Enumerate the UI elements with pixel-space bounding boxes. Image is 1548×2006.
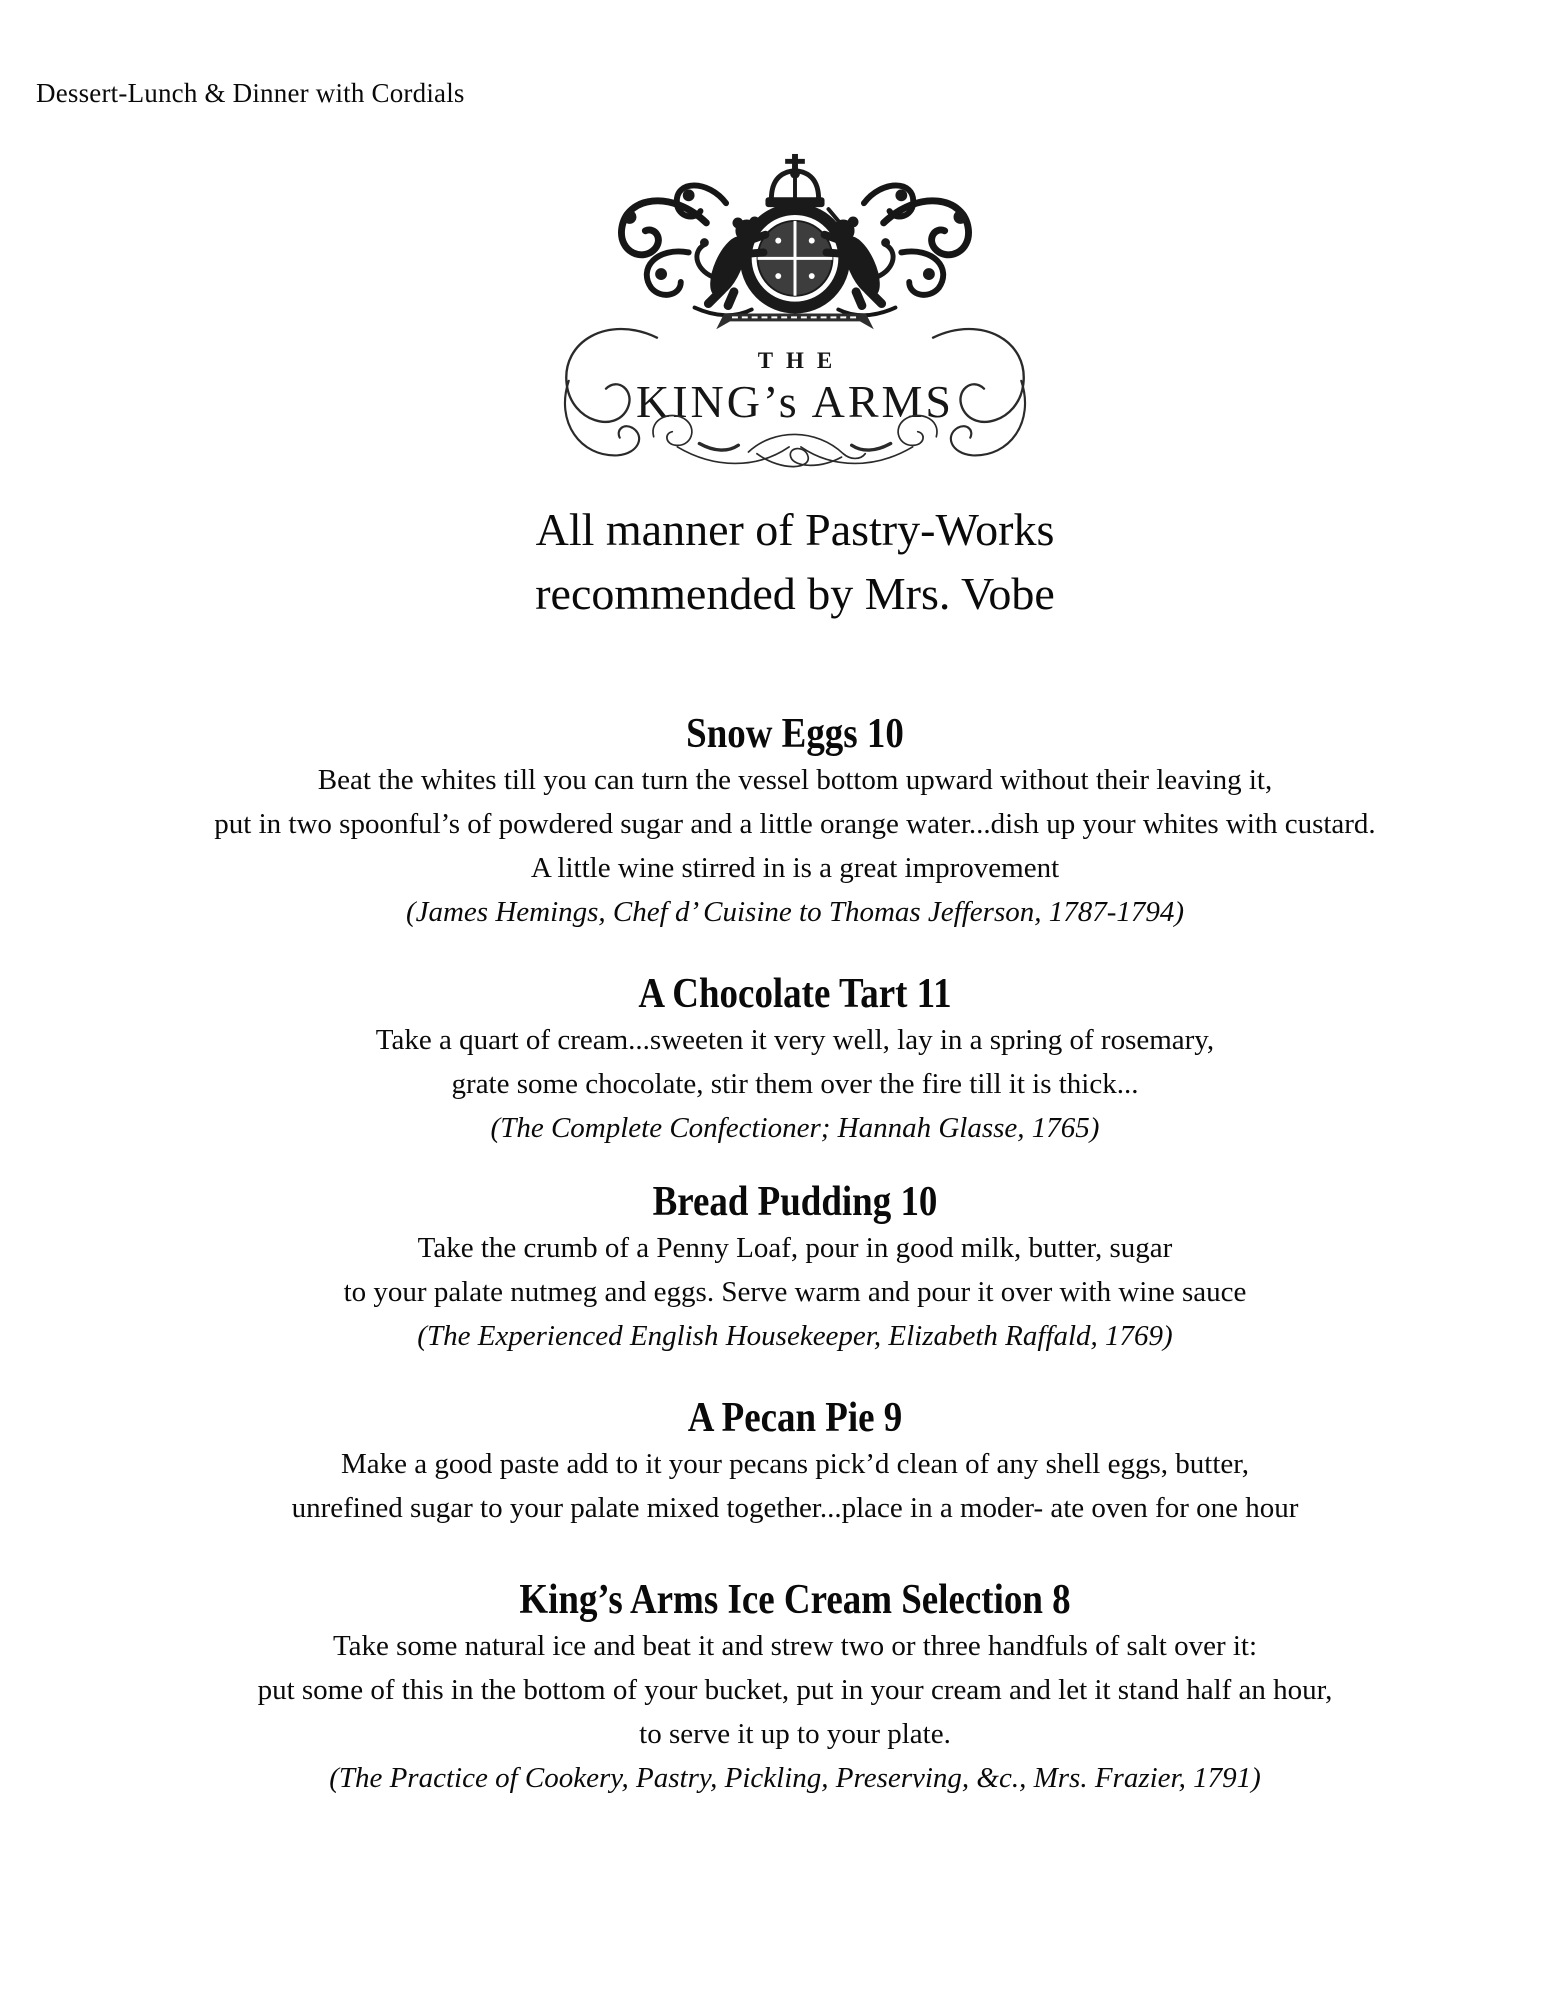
menu-item-heading [114, 710, 1476, 758]
menu-item-bread-pudding [21, 1178, 1548, 1358]
item-name: King’s Arms Ice Cream Selection [519, 1577, 1043, 1623]
item-attribution: (The Complete Confectioner; Hannah Glasse, 1765) [490, 1112, 1100, 1144]
item-description-line: Take the crumb of a Penny Loaf, pour in good milk, butter, sugar [417, 1232, 1173, 1264]
item-attribution: (The Experienced English Housekeeper, Elizabeth Raffald, 1769) [417, 1320, 1173, 1352]
item-price: 10 [900, 1179, 938, 1225]
item-description-line: put in two spoonful’s of powdered sugar and a little orange water...dish up your whites with custard. [214, 808, 1376, 840]
item-name: Snow Eggs [686, 711, 858, 757]
item-description-line: to your palate nutmeg and eggs. Serve warm and pour it over with wine sauce [343, 1276, 1247, 1308]
flourish-bottom-icon [620, 408, 970, 474]
item-description-line: Take some natural ice and beat it and strew two or three handfuls of salt over it: [332, 1630, 1258, 1662]
item-name: Bread Pudding [652, 1179, 892, 1225]
item-price: 9 [883, 1395, 903, 1441]
item-description-line: Make a good paste add to it your pecans pick’d clean of any shell eggs, butter, [340, 1448, 1250, 1480]
menu-item-chocolate-tart [21, 970, 1548, 1150]
item-description-line: Take a quart of cream...sweeten it very well, lay in a spring of rosemary, [375, 1024, 1215, 1056]
item-price: 11 [916, 971, 952, 1017]
item-name: A Pecan Pie [687, 1395, 875, 1441]
item-attribution: (James Hemings, Chef d’ Cuisine to Thomas Jefferson, 1787-1794) [405, 896, 1185, 928]
item-description-line: to serve it up to your plate. [639, 1718, 951, 1750]
page-title [21, 498, 1548, 626]
menu-item-heading [114, 970, 1476, 1018]
item-description-line: grate some chocolate, stir them over the fire till it is thick... [451, 1068, 1139, 1100]
menu-item-heading [114, 1394, 1476, 1442]
item-description-line: Beat the whites till you can turn the vessel bottom upward without their leaving it, [317, 764, 1273, 796]
item-price: 10 [866, 711, 904, 757]
kings-arms-logo [560, 152, 1030, 474]
item-attribution: (The Practice of Cookery, Pastry, Pickling, Preserving, &c., Mrs. Frazier, 1791) [329, 1762, 1261, 1794]
item-description-line: put some of this in the bottom of your bucket, put in your cream and let it stand half an hour, [257, 1674, 1333, 1706]
menu-item-snow-eggs [21, 710, 1548, 934]
menu-item-ice-cream-selection [21, 1576, 1548, 1800]
logo-text-the: THE [757, 348, 846, 373]
page-title-line2: recommended by Mrs. Vobe [535, 568, 1055, 619]
menu-item-heading [114, 1178, 1476, 1226]
item-description-line: A little wine stirred in is a great improvement [530, 852, 1060, 884]
item-description-line: unrefined sugar to your palate mixed together...place in a moder- ate oven for one hour [291, 1492, 1299, 1524]
logo-text-kings-arms: KING’s ARMS [635, 376, 954, 427]
item-price: 8 [1052, 1577, 1071, 1623]
menu-item-heading [114, 1576, 1476, 1624]
document-header-note: Dessert-Lunch & Dinner with Cordials [36, 78, 465, 108]
item-name: A Chocolate Tart [638, 971, 908, 1017]
menu-content [21, 0, 1548, 1800]
page-title-line1: All manner of Pastry-Works [535, 504, 1055, 555]
royal-crest-icon [575, 152, 1015, 344]
menu-list [21, 710, 1548, 1800]
menu-item-pecan-pie [21, 1394, 1548, 1530]
